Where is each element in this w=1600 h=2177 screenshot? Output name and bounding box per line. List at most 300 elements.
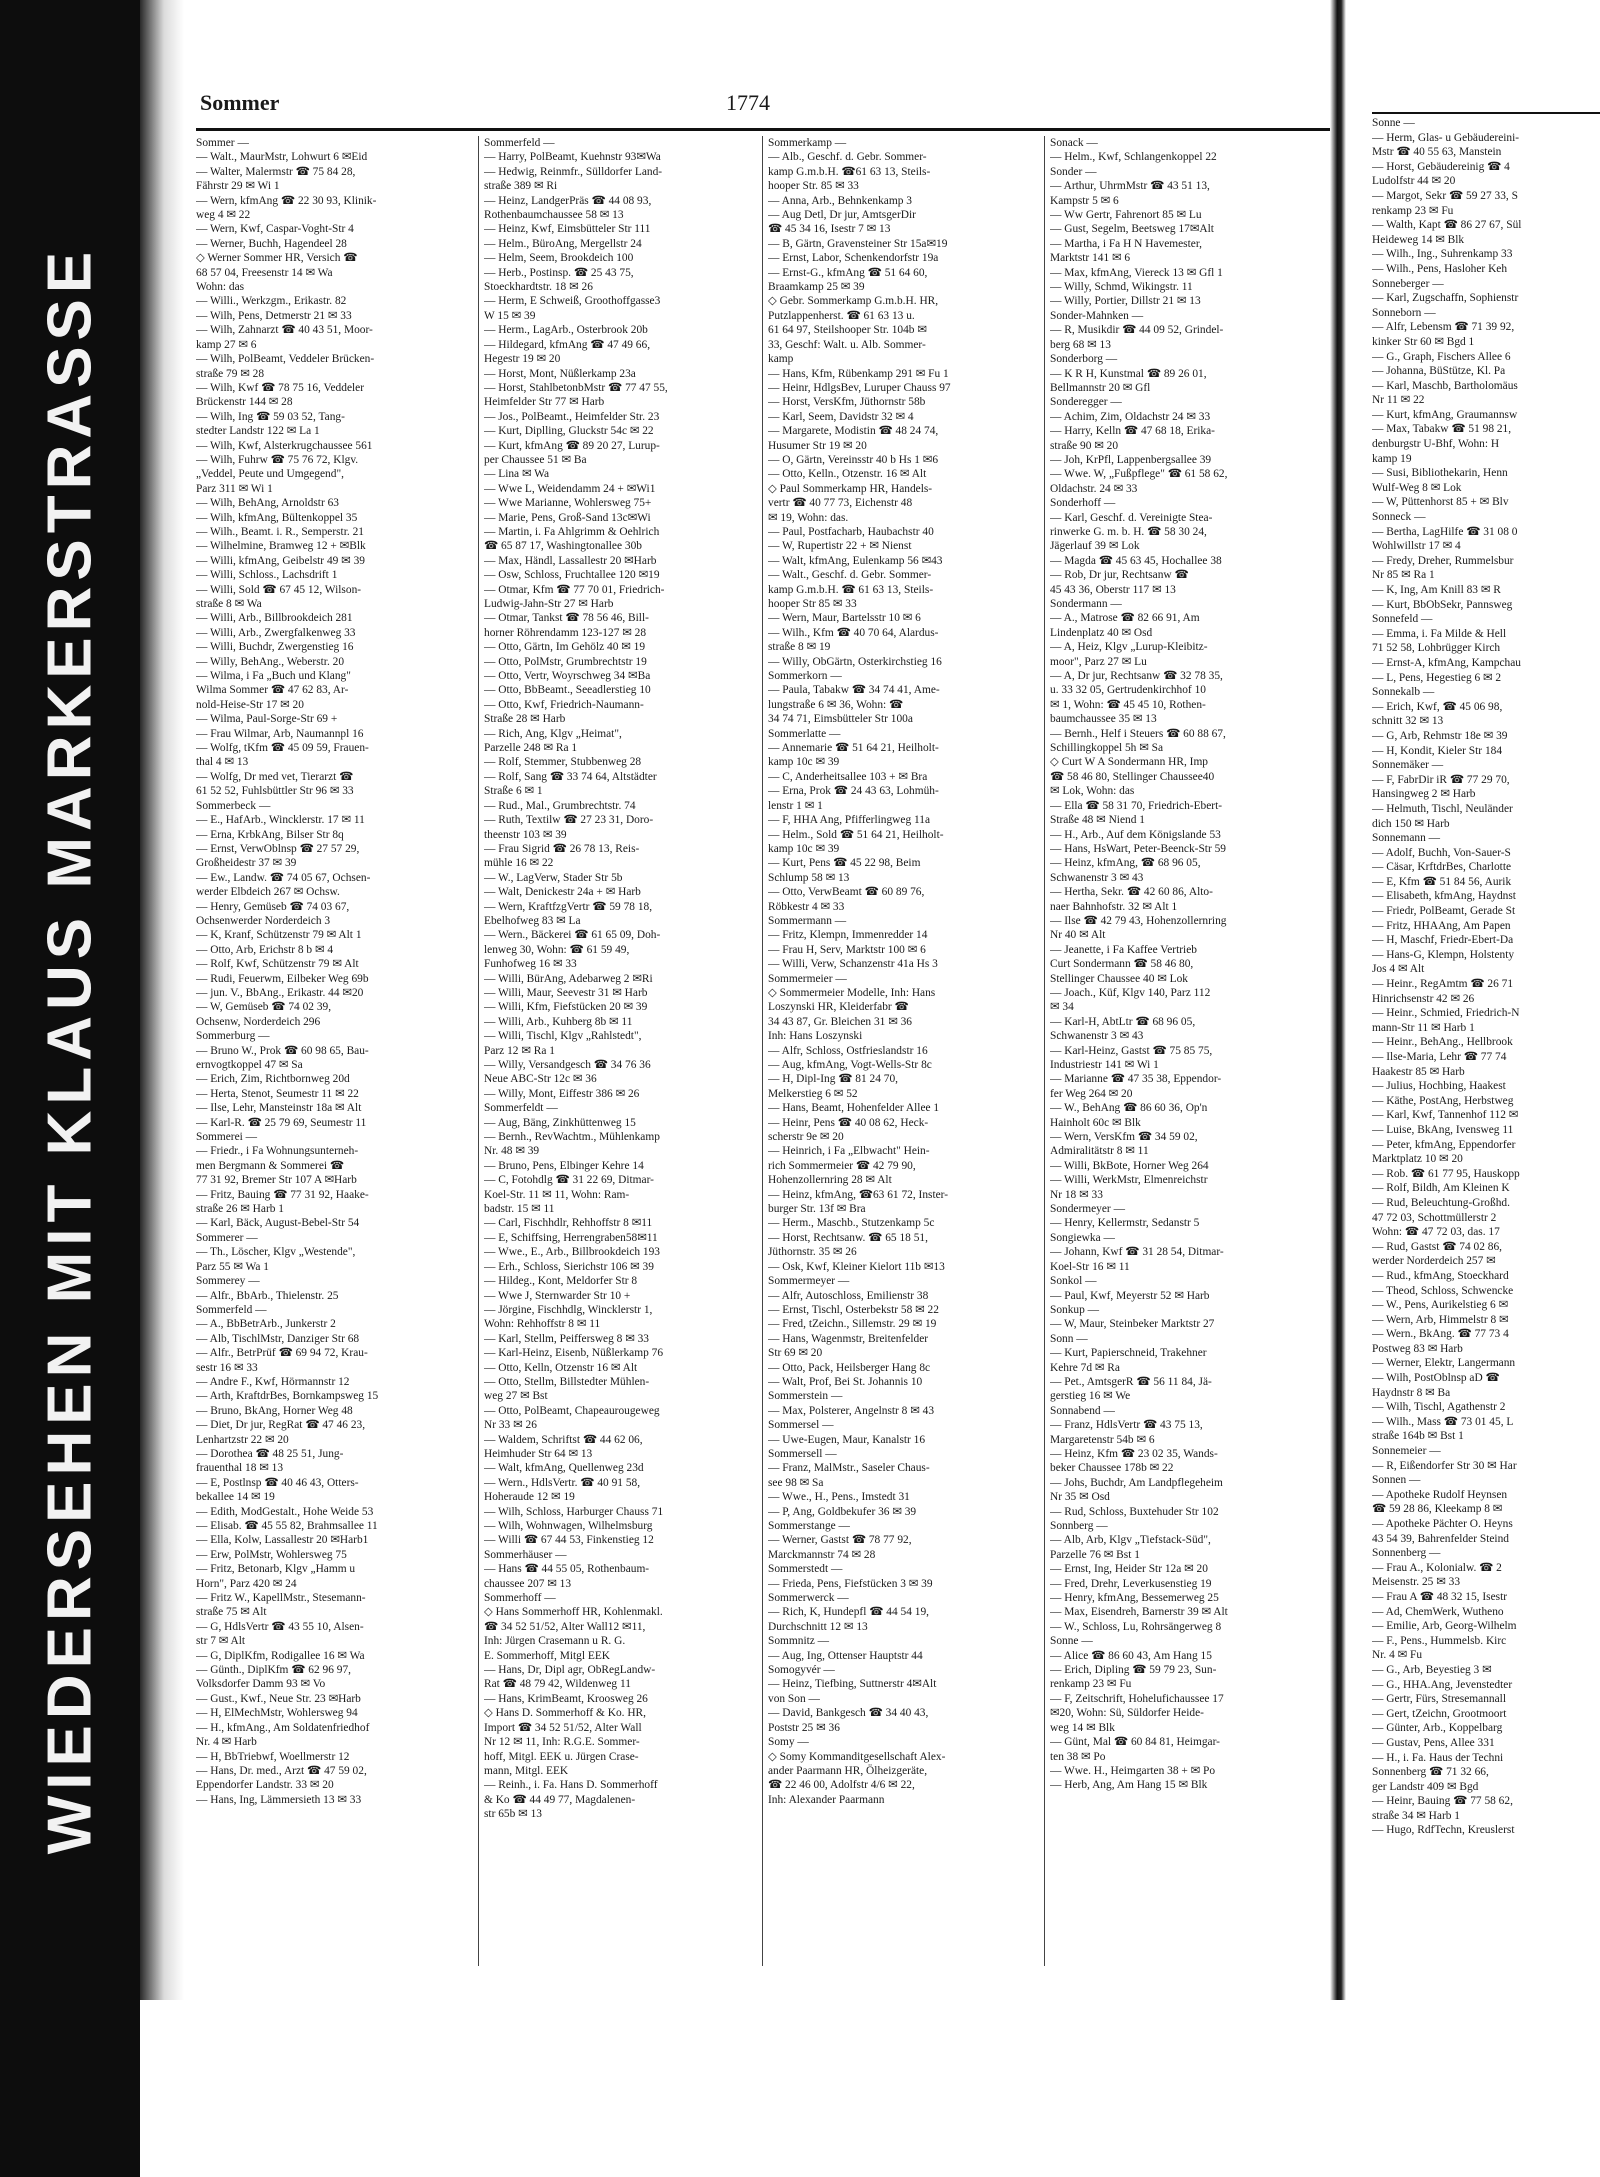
directory-entry-line: — Wilh, Wohnwagen, Wilhelmsburg bbox=[484, 1520, 653, 1532]
directory-entry-line: — Wilh, Pens, Detmerstr 21 ✉ 33 bbox=[196, 309, 352, 322]
directory-entry-line: — E, Postlnsp ☎ 40 46 43, Otters- bbox=[196, 1476, 359, 1489]
directory-entry-line: — Willi, Verw, Schanzenstr 41a Hs 3 bbox=[768, 958, 938, 971]
directory-entry-line: — Heinz, LandgerPräs ☎ 44 08 93, bbox=[484, 194, 652, 207]
directory-entry-line: nold-Heise-Str 17 ✉ 20 bbox=[196, 698, 304, 711]
directory-entry-line: — Waldem, Schriftst ☎ 44 62 06, bbox=[484, 1433, 643, 1446]
directory-entry-line: — Fritz, Klempn, Immenredder 14 bbox=[768, 929, 928, 942]
directory-entry-line: Jüthornstr. 35 ✉ 26 bbox=[768, 1246, 857, 1259]
directory-entry-line: werder Norderdeich 257 ✉ bbox=[1372, 1255, 1496, 1268]
directory-entry-line: ten 38 ✉ Po bbox=[1050, 1750, 1106, 1763]
directory-entry-line: Admiralitätstr 8 ✉ 11 bbox=[1050, 1145, 1149, 1158]
directory-entry-line: Industriestr 141 ✉ Wi 1 bbox=[1050, 1059, 1159, 1071]
directory-entry-line: — Margarete, Modistin ☎ 48 24 74, bbox=[768, 425, 939, 438]
directory-entry-line: — Wern, Maur, Bartelsstr 10 ✉ 6 bbox=[768, 612, 921, 625]
directory-entry-line: — Wilh, Fuhrw ☎ 75 76 72, Klgv. bbox=[196, 453, 359, 466]
directory-entry-line: — Otto, PolMstr, Grumbrechtstr 19 bbox=[484, 655, 647, 668]
directory-entry-line: ☎ 65 87 17, Washingtonallee 30b bbox=[484, 540, 642, 553]
directory-entry-line: — Helmuth, Tischl, Neuländer bbox=[1372, 802, 1513, 815]
directory-entry-line: Curt Sondermann ☎ 58 46 80, bbox=[1050, 958, 1194, 971]
directory-entry-line: — Peter, kfmAng, Eppendorfer bbox=[1372, 1138, 1516, 1151]
directory-entry-line: — Ilse-Maria, Lehr ☎ 77 74 bbox=[1372, 1051, 1507, 1063]
directory-entry-line: bekallee 14 ✉ 19 bbox=[196, 1491, 275, 1504]
surname-heading: Sommerlatte — bbox=[768, 727, 841, 740]
directory-entry-line: — Günter, Arb., Koppelbarg bbox=[1372, 1722, 1503, 1735]
directory-entry-line: — Rob, Dr jur, Rechtsanw ☎ bbox=[1050, 569, 1189, 582]
directory-entry-line: — Otto, Arb, Erichstr 8 b ✉ 4 bbox=[196, 943, 334, 956]
directory-entry-line: — Rud, Gastst ☎ 74 02 86, bbox=[1372, 1240, 1502, 1253]
directory-entry-line: Schwanenstr 3 ✉ 43 bbox=[1050, 1030, 1144, 1043]
column-divider bbox=[1044, 136, 1045, 1966]
directory-entry-line: — H, ElMechMstr, Wohlersweg 94 bbox=[196, 1707, 358, 1720]
directory-entry-line: — Margot, Sekr ☎ 59 27 33, S bbox=[1372, 189, 1518, 202]
directory-entry-line: — Osk, Kwf, Kleiner Kielort 11b ✉13 bbox=[768, 1260, 945, 1273]
directory-entry-line: — Paul, Postfacharb, Haubachstr 40 bbox=[768, 525, 934, 538]
directory-entry-line: — Ruth, Textilw ☎ 27 23 31, Doro- bbox=[484, 814, 654, 827]
directory-entry-line: — W, Rupertistr 22 + ✉ Nienst bbox=[768, 540, 912, 553]
directory-entry-line: — Wilh, PostOblnsp aD ☎ bbox=[1372, 1372, 1500, 1385]
directory-entry-line: — Edith, ModGestalt., Hohe Weide 53 bbox=[196, 1505, 374, 1518]
directory-entry-line: — Helm., Kwf, Schlangenkoppel 22 bbox=[1050, 151, 1217, 164]
directory-entry-line: weg 14 ✉ Blk bbox=[1050, 1721, 1115, 1734]
directory-entry-line: — Willi, BkBote, Horner Weg 264 bbox=[1050, 1159, 1209, 1172]
directory-entry-line: — Ww Gertr, Fahrenort 85 ✉ Lu bbox=[1050, 209, 1202, 222]
directory-entry-line: — Walt, Prof, Bei St. Johannis 10 bbox=[768, 1375, 923, 1388]
directory-entry-line: Haydnstr 8 ✉ Ba bbox=[1372, 1386, 1451, 1399]
directory-entry-line: — Hans, Dr. med., Arzt ☎ 47 59 02, bbox=[196, 1764, 367, 1777]
directory-entry-line: — Willi, Schloss., Lachsdrift 1 bbox=[196, 569, 338, 582]
directory-entry-line: 34 74 71, Eimsbütteler Str 100a bbox=[768, 713, 913, 726]
surname-heading: Sonnemann — bbox=[1372, 832, 1441, 845]
directory-entry-line: — H, BbTriebwf, Woellmerstr 12 bbox=[196, 1750, 350, 1763]
surname-heading: Sonnemeier — bbox=[1372, 1445, 1441, 1458]
directory-entry-line: straße 79 ✉ 28 bbox=[196, 367, 265, 380]
directory-entry-line: beker Chaussee 178b ✉ 22 bbox=[1050, 1462, 1174, 1475]
surname-heading: Sonn — bbox=[1050, 1332, 1088, 1345]
directory-entry-line: 61 52 52, Fuhlsbüttler Str 96 ✉ 33 bbox=[196, 785, 354, 798]
directory-entry-line: kamp 10c ✉ 39 bbox=[768, 842, 840, 855]
directory-entry-line: — A., Matrose ☎ 82 66 91, Am bbox=[1050, 612, 1200, 625]
directory-entry-line: Wulf-Weg 8 ✉ Lok bbox=[1372, 481, 1462, 494]
directory-entry-line: — Werner, Elektr, Langermann bbox=[1372, 1357, 1516, 1370]
surname-heading: Sommer — bbox=[196, 137, 249, 149]
surname-heading: Sonder-Mahnken — bbox=[1050, 309, 1144, 322]
directory-entry-line: 43 54 39, Bahrenfelder Steind bbox=[1372, 1532, 1509, 1545]
directory-entry-line: hooper Str 85 ✉ 33 bbox=[768, 598, 857, 610]
surname-heading: Sommerer — bbox=[196, 1231, 258, 1244]
directory-entry-line: — Dorothea ☎ 48 25 51, Jung- bbox=[196, 1447, 344, 1460]
surname-heading: Sommerhoff — bbox=[484, 1592, 556, 1605]
directory-entry-line: Schwanenstr 3 ✉ 43 bbox=[1050, 871, 1144, 884]
directory-entry-line: — Wwe Marianne, Wohlersweg 75+ bbox=[484, 497, 652, 510]
directory-entry-line: — Willi, Buchdr, Zwergenstieg 16 bbox=[196, 641, 354, 654]
directory-entry-line: ◇ Hans Sommerhoff HR, Kohlenmakl. bbox=[484, 1606, 663, 1619]
directory-entry-line: Husumer Str 19 ✉ 20 bbox=[768, 439, 867, 452]
directory-entry-line: — G, DiplKfm, Rodigallee 16 ✉ Wa bbox=[196, 1649, 365, 1662]
directory-entry-line: — Wilhelmine, Bramweg 12 + ✉Blk bbox=[196, 540, 366, 553]
directory-entry-line: — Karl, Zugschaffn, Sophienstr bbox=[1372, 292, 1519, 305]
directory-entry-line: — Erich, Kwf, ☎ 45 06 98, bbox=[1372, 700, 1503, 713]
directory-column-1 bbox=[196, 136, 470, 1976]
directory-entry-line: Parz 311 ✉ Wi 1 bbox=[196, 482, 273, 495]
directory-entry-line: — Herb., Postinsp. ☎ 25 43 75, bbox=[484, 266, 634, 279]
directory-entry-line: burger Str. 13f ✉ Bra bbox=[768, 1203, 866, 1216]
directory-entry-line: chaussee 207 ✉ 13 bbox=[484, 1577, 572, 1590]
directory-entry-line: — Wern, kfmAng ☎ 22 30 93, Klinik- bbox=[196, 194, 377, 207]
directory-entry-line: — Alfr, Schloss, Ostfrieslandstr 16 bbox=[768, 1044, 928, 1057]
directory-entry-line: — Herm., LagArb., Osterbrook 20b bbox=[484, 324, 648, 337]
directory-entry-line: — Günt, Mal ☎ 60 84 81, Heimgar- bbox=[1050, 1736, 1220, 1749]
surname-heading: Sommerfeld — bbox=[196, 1303, 267, 1316]
surname-heading: Sonneborn — bbox=[1372, 306, 1436, 319]
directory-entry-line: — Fred, tZeichn., Sillemstr. 29 ✉ 19 bbox=[768, 1318, 937, 1331]
directory-entry-line: — Apotheke Rudolf Heynsen bbox=[1372, 1488, 1508, 1501]
directory-entry-line: Großheidestr 37 ✉ 39 bbox=[196, 857, 297, 870]
directory-entry-line: badstr. 15 ✉ 11 bbox=[484, 1203, 555, 1216]
directory-entry-line: — F., Pens., Hummelsb. Kirc bbox=[1372, 1634, 1507, 1647]
directory-entry-line: Stoeckhardtstr. 18 ✉ 26 bbox=[484, 281, 593, 294]
directory-entry-line: — Johanna, BüStütze, Kl. Pa bbox=[1372, 365, 1506, 378]
directory-entry-line: — Emilie, Arb, Georg-Wilhelm bbox=[1372, 1620, 1517, 1633]
directory-entry-line: — Erich, Dipling ☎ 59 79 23, Sun- bbox=[1050, 1664, 1217, 1677]
directory-entry-line: — David, Bankgesch ☎ 34 40 43, bbox=[768, 1707, 929, 1720]
directory-entry-line: — Bernh., RevWachtm., Mühlenkamp bbox=[484, 1131, 660, 1144]
directory-entry-line: — Rich, K, Hundepfl ☎ 44 54 19, bbox=[768, 1606, 929, 1619]
directory-entry-line: — Heinz, Kfm ☎ 23 02 35, Wands- bbox=[1050, 1447, 1218, 1460]
directory-entry-line: — K, Ing, Am Knill 83 ✉ R bbox=[1372, 584, 1501, 596]
directory-entry-line: Ebelhofweg 83 ✉ La bbox=[484, 914, 581, 927]
directory-entry-line: kamp G.m.b.H. ☎61 63 13, Steils- bbox=[768, 165, 931, 178]
directory-entry-line: — Gust., Kwf., Neue Str. 23 ✉Harb bbox=[196, 1692, 361, 1705]
directory-entry-line: — Arthur, UhrmMstr ☎ 43 51 13, bbox=[1050, 180, 1210, 193]
directory-entry-line: — Frieda, Pens, Fiefstücken 3 ✉ 39 bbox=[768, 1577, 933, 1590]
directory-entry-line: ☎ 59 28 86, Kleekamp 8 ✉ bbox=[1372, 1503, 1503, 1516]
directory-entry-line: — Julius, Hochbing, Haakest bbox=[1372, 1080, 1506, 1093]
directory-entry-line: „Veddel, Peute und Umgegend", bbox=[196, 468, 344, 481]
directory-entry-line: — Max, kfmAng, Viereck 13 ✉ Gfl 1 bbox=[1050, 266, 1223, 279]
directory-entry-line: mann-Str 11 ✉ Harb 1 bbox=[1372, 1021, 1475, 1034]
directory-entry-line: — Wwe., H., Pens., Imstedt 31 bbox=[768, 1491, 910, 1504]
directory-entry-line: kamp 10c ✉ 39 bbox=[768, 756, 840, 769]
book-gutter bbox=[1330, 0, 1346, 2000]
directory-entry-line: — Aug, Bäng, Zinkhüttenweg 15 bbox=[484, 1116, 636, 1129]
directory-entry-line: E. Sommerhoff, Mitgl EEK bbox=[484, 1649, 611, 1662]
directory-entry-line: ✉ Lok, Wohn: das bbox=[1050, 785, 1135, 798]
directory-entry-line: — G, Arb, Rehmstr 18e ✉ 39 bbox=[1372, 729, 1508, 742]
directory-entry-line: Nr. 48 ✉ 39 bbox=[484, 1145, 540, 1158]
directory-entry-line: — Willi, Maur, Seevestr 31 ✉ Harb bbox=[484, 986, 648, 999]
directory-entry-line: — Wwe. H., Heimgarten 38 + ✉ Po bbox=[1050, 1764, 1216, 1777]
directory-entry-line: — Paula, Tabakw ☎ 34 74 41, Ame- bbox=[768, 684, 940, 697]
directory-entry-line: — Wilh, Ing ☎ 59 03 52, Tang- bbox=[196, 410, 345, 423]
directory-entry-line: — Horst, VersKfm, Jüthornstr 58b bbox=[768, 396, 926, 409]
directory-entry-line: — Wern., BkAng. ☎ 77 73 4 bbox=[1372, 1328, 1509, 1341]
column-divider bbox=[478, 136, 479, 1966]
directory-entry-line: 61 64 97, Steilshooper Str. 104b ✉ bbox=[768, 324, 927, 337]
directory-entry-line: — Walt., MaurMstr, Lohwurt 6 ✉Eid bbox=[196, 151, 368, 164]
directory-entry-line: — Wilh., Beamt. i. R., Semperstr. 21 bbox=[196, 525, 364, 538]
directory-entry-line: — Hans, Beamt, Hohenfelder Allee 1 bbox=[768, 1102, 940, 1115]
directory-entry-line: — F, HHA Ang, Pfifferlingweg 11a bbox=[768, 814, 931, 827]
directory-entry-line: — Joach., Küf, Klgv 140, Parz 112 bbox=[1050, 986, 1211, 999]
running-head-name: Sommer bbox=[200, 90, 280, 115]
directory-entry-line: — Hugo, RdfTechn, Kreuslerst bbox=[1372, 1824, 1515, 1837]
directory-entry-line: — Wern., HdlsVertr. ☎ 40 91 58, bbox=[484, 1476, 641, 1489]
directory-entry-line: Hegestr 19 ✉ 20 bbox=[484, 353, 561, 366]
directory-entry-line: — Heinr., Schmied, Friedrich-N bbox=[1372, 1007, 1520, 1020]
directory-entry-line: — Alice ☎ 86 60 43, Am Hang 15 bbox=[1050, 1649, 1212, 1662]
surname-heading: Sonkup — bbox=[1050, 1303, 1100, 1316]
directory-entry-line: — W., BehAng ☎ 86 60 36, Op'n bbox=[1050, 1102, 1208, 1115]
directory-entry-line: — Willy, ObGärtn, Osterkirchstieg 16 bbox=[768, 655, 942, 668]
directory-entry-line: — Jos., PolBeamt., Heimfelder Str. 23 bbox=[484, 410, 660, 423]
directory-entry-line: — W., Pens, Aurikelstieg 6 ✉ bbox=[1372, 1299, 1509, 1312]
directory-entry-line: straße 389 ✉ Ri bbox=[484, 180, 558, 193]
directory-entry-line: W 15 ✉ 39 bbox=[484, 309, 536, 322]
directory-entry-line: renkamp 23 ✉ Fu bbox=[1372, 204, 1454, 217]
directory-entry-line: rich Sommermeier ☎ 42 79 90, bbox=[768, 1159, 916, 1172]
directory-entry-line: — O, Gärtn, Vereinsstr 40 b Hs 1 ✉6 bbox=[768, 453, 939, 466]
directory-entry-line: — Wilma, Paul-Sorge-Str 69 + bbox=[196, 713, 338, 726]
directory-entry-line: — Frau Sigrid ☎ 26 78 13, Reis- bbox=[484, 842, 640, 855]
directory-entry-line: — Rud., kfmAng, Stoeckhard bbox=[1372, 1269, 1509, 1282]
directory-entry-line: — Wwe J, Sternwarder Str 10 + bbox=[484, 1289, 631, 1302]
surname-heading: Sonneck — bbox=[1372, 511, 1426, 524]
surname-heading: Sonnabend — bbox=[1050, 1404, 1115, 1417]
directory-entry-line: straße 164b ✉ Bst 1 bbox=[1372, 1430, 1464, 1443]
directory-entry-line: renkamp 23 ✉ Fu bbox=[1050, 1678, 1132, 1691]
directory-entry-line: — Fritz, Betonarb, Klgv „Hamm u bbox=[196, 1563, 356, 1576]
directory-entry-line: — E, Schiffsing, Herrengraben58✉11 bbox=[484, 1231, 658, 1244]
directory-entry-line: — E., HafArb., Wincklerstr. 17 ✉ 11 bbox=[196, 814, 365, 827]
directory-entry-line: kamp bbox=[768, 353, 794, 366]
directory-entry-line: Nr. 4 ✉ Harb bbox=[196, 1736, 257, 1749]
directory-entry-line: — Wern, Kwf, Caspar-Voght-Str 4 bbox=[196, 223, 354, 236]
directory-entry-line: — Willy, Schmd, Wikingstr. 11 bbox=[1050, 281, 1193, 294]
directory-entry-line: — Walth, Kapt ☎ 86 27 67, Sül bbox=[1372, 219, 1522, 232]
directory-entry-line: — Otto, Stellm, Billstedter Mühlen- bbox=[484, 1375, 650, 1388]
directory-entry-line: 45 43 36, Oberstr 117 ✉ 13 bbox=[1050, 583, 1176, 596]
directory-entry-line: Loszynski HR, Kleiderfabr ☎ bbox=[768, 1001, 909, 1014]
directory-entry-line: — Henry, Gemüseb ☎ 74 03 67, bbox=[196, 900, 350, 913]
directory-entry-line: — Ew., Landw. ☎ 74 05 67, Ochsen- bbox=[196, 871, 371, 884]
directory-entry-line: vertr ☎ 40 77 73, Eichenstr 48 bbox=[768, 497, 913, 510]
directory-entry-line: Hansingweg 2 ✉ Harb bbox=[1372, 788, 1476, 801]
directory-entry-line: Kehre 7d ✉ Ra bbox=[1050, 1361, 1120, 1374]
directory-entry-line: Horn", Parz 420 ✉ 24 bbox=[196, 1577, 297, 1590]
directory-entry-line: — Martin, i. Fa Ahlgrimm & Oehlrich bbox=[484, 525, 660, 538]
directory-entry-line: — Karl-Heinz, Gastst ☎ 75 85 75, bbox=[1050, 1044, 1213, 1057]
directory-entry-line: — Alfr., BbArb., Thielenstr. 25 bbox=[196, 1289, 339, 1302]
directory-entry-line: — Herb, Ang, Am Hang 15 ✉ Blk bbox=[1050, 1779, 1208, 1792]
directory-entry-line: Inh: Hans Loszynski bbox=[768, 1030, 863, 1043]
directory-entry-line: — Martha, i Fa H N Havemester, bbox=[1050, 237, 1203, 250]
directory-entry-line: — Willi, BürAng, Adebarweg 2 ✉Ri bbox=[484, 972, 653, 985]
directory-entry-line: Koel-Str 16 ✉ 11 bbox=[1050, 1260, 1130, 1273]
directory-entry-line: Nr 33 ✉ 26 bbox=[484, 1419, 537, 1432]
directory-entry-line: — Willy, Mont, Eiffestr 386 ✉ 26 bbox=[484, 1087, 640, 1100]
directory-entry-line: — Heinr., BehAng., Hellbrook bbox=[1372, 1036, 1513, 1049]
directory-entry-line: — A, Dr jur, Rechtsanw ☎ 32 78 35, bbox=[1050, 670, 1223, 683]
directory-entry-line: — Frau A ☎ 48 32 15, Isestr bbox=[1372, 1590, 1508, 1603]
directory-entry-line: — Hans, Kfm, Rübenkamp 291 ✉ Fu 1 bbox=[768, 367, 949, 380]
directory-entry-line: — Otto, Kwf, Friedrich-Naumann- bbox=[484, 698, 644, 711]
directory-entry-line: hoff, Mitgl. EEK u. Jürgen Crase- bbox=[484, 1750, 639, 1763]
directory-entry-line: — Kurt, Pens ☎ 45 22 98, Beim bbox=[768, 857, 921, 870]
directory-entry-line: Hainholt 60c ✉ Blk bbox=[1050, 1116, 1141, 1129]
directory-entry-line: — W, Gemüseb ☎ 74 02 39, bbox=[196, 1001, 332, 1014]
directory-entry-line: — Karl-R. ☎ 25 79 69, Seumestr 11 bbox=[196, 1116, 367, 1129]
directory-entry-line: ☎ 22 46 00, Adolfstr 4/6 ✉ 22, bbox=[768, 1779, 915, 1792]
directory-entry-line: Stellinger Chaussee 40 ✉ Lok bbox=[1050, 972, 1188, 985]
directory-entry-line: — Arth, KraftdrBes, Bornkampsweg 15 bbox=[196, 1390, 379, 1403]
surname-heading: Sonderborg — bbox=[1050, 353, 1118, 366]
directory-entry-line: — Friedr, PolBeamt, Gerade St bbox=[1372, 905, 1516, 918]
directory-entry-line: Inh: Jürgen Crasemann u R. G. bbox=[484, 1635, 626, 1648]
directory-entry-line: — Willy, Versandgesch ☎ 34 76 36 bbox=[484, 1059, 651, 1071]
directory-entry-line: lenweg 30, Wohn: ☎ 61 59 49, bbox=[484, 943, 630, 956]
directory-entry-line: — Wilh., Ing., Suhrenkamp 33 bbox=[1372, 248, 1513, 261]
directory-entry-line: Melkerstieg 6 ✉ 52 bbox=[768, 1087, 858, 1100]
header-rule bbox=[196, 128, 1330, 131]
directory-entry-line: — Karl, Kwf, Tannenhof 112 ✉ bbox=[1372, 1109, 1519, 1122]
directory-entry-line: Jos 4 ✉ Alt bbox=[1372, 963, 1425, 976]
surname-heading: Sommermeyer — bbox=[768, 1275, 850, 1288]
directory-entry-line: rinwerke G. m. b. H. ☎ 58 30 24, bbox=[1050, 525, 1207, 538]
directory-entry-line: — Hertha, Sekr. ☎ 42 60 86, Alto- bbox=[1050, 886, 1213, 899]
directory-entry-line: — Karl, Stellm, Peiffersweg 8 ✉ 33 bbox=[484, 1332, 649, 1345]
directory-entry-line: — Friedr., i Fa Wohnungsunterneh- bbox=[196, 1145, 359, 1158]
directory-entry-line: — Herm, Glas- u Gebäudereini- bbox=[1372, 131, 1520, 144]
directory-entry-line: Wohlwillstr 17 ✉ 4 bbox=[1372, 540, 1461, 553]
directory-entry-line: — Karl, Bäck, August-Bebel-Str 54 bbox=[196, 1217, 360, 1230]
scanner-border bbox=[0, 0, 140, 2177]
directory-entry-line: hooper Str. 85 ✉ 33 bbox=[768, 180, 859, 193]
directory-entry-line: straße 8 ✉ 19 bbox=[768, 641, 831, 654]
directory-entry-line: — A., BbBetrArb., Junkerstr 2 bbox=[196, 1318, 336, 1331]
surname-heading: Sommerei — bbox=[196, 1131, 258, 1144]
directory-entry-line: — Hans, Wagenmstr, Breitenfelder bbox=[768, 1332, 929, 1345]
surname-heading: Sonnemäker — bbox=[1372, 759, 1444, 772]
directory-entry-line: Heimfelder Str 77 ✉ Harb bbox=[484, 396, 605, 409]
directory-entry-line: — Bruno W., Prok ☎ 60 98 65, Bau- bbox=[196, 1044, 369, 1057]
directory-entry-line: — Erna, KrbkAng, Bilser Str 8q bbox=[196, 828, 344, 841]
directory-entry-line: — Günth., DiplKfm ☎ 62 96 97, bbox=[196, 1664, 351, 1677]
directory-entry-line: — Karl-Heinz, Eisenb, Nüßlerkamp 76 bbox=[484, 1347, 664, 1360]
surname-heading: Sonderegger — bbox=[1050, 396, 1122, 409]
directory-entry-line: — Wilh, Zahnarzt ☎ 40 43 51, Moor- bbox=[196, 324, 373, 337]
directory-entry-line: Sonnenberg ☎ 71 32 66, bbox=[1372, 1766, 1489, 1779]
directory-entry-line: — Otto, VerwBeamt ☎ 60 89 76, bbox=[768, 886, 925, 899]
directory-entry-line: — Harry, PolBeamt, Kuehnstr 93✉Wa bbox=[484, 151, 661, 164]
directory-entry-line: Bellmannstr 20 ✉ Gfl bbox=[1050, 381, 1151, 394]
directory-entry-line: — Erich, Zim, Richtbornweg 20d bbox=[196, 1073, 350, 1086]
directory-entry-line: 34 43 87, Gr. Bleichen 31 ✉ 36 bbox=[768, 1015, 913, 1028]
directory-entry-line: Poststr 25 ✉ 36 bbox=[768, 1721, 840, 1734]
directory-entry-line: — Alb., Geschf. d. Gebr. Sommer- bbox=[768, 151, 927, 164]
directory-entry-line: — Herm., Maschb., Stutzenkamp 5c bbox=[768, 1217, 935, 1230]
directory-entry-line: — Kurt, kfmAng, Graumannsw bbox=[1372, 408, 1518, 421]
directory-entry-line: naer Bahnhofstr. 32 ✉ Alt 1 bbox=[1050, 900, 1178, 913]
directory-entry-line: scherstr 9e ✉ 20 bbox=[768, 1131, 844, 1144]
directory-entry-line: — Annemarie ☎ 51 64 21, Heilholt- bbox=[768, 742, 939, 755]
directory-entry-line: — Johann, Kwf ☎ 31 28 54, Ditmar- bbox=[1050, 1246, 1224, 1259]
surname-heading: Sommerwerck — bbox=[768, 1592, 849, 1605]
directory-entry-line: denburgstr U-Bhf, Wohn: H bbox=[1372, 438, 1500, 451]
directory-entry-line: — Ella ☎ 58 31 70, Friedrich-Ebert- bbox=[1050, 799, 1223, 812]
directory-entry-line: Postweg 83 ✉ Harb bbox=[1372, 1342, 1463, 1355]
directory-entry-line: Wohn: Rehhoffstr 8 ✉ 11 bbox=[484, 1318, 601, 1331]
directory-entry-line: — Wilh., Mass ☎ 73 01 45, L bbox=[1372, 1415, 1514, 1428]
directory-entry-line: — Otmar, Kfm ☎ 77 70 01, Friedrich- bbox=[484, 583, 665, 596]
directory-entry-line: — Otto, Vertr, Woyrschweg 34 ✉Ba bbox=[484, 670, 651, 683]
directory-entry-line: Ludwig-Jahn-Str 27 ✉ Harb bbox=[484, 598, 614, 610]
directory-entry-line: — Willi, kfmAng, Geibelstr 49 ✉ 39 bbox=[196, 554, 365, 567]
directory-entry-line: — G, HdlsVertr ☎ 43 55 10, Alsen- bbox=[196, 1620, 364, 1633]
directory-entry-line: — Gust, Segelm, Beetsweg 17✉Alt bbox=[1050, 223, 1214, 236]
directory-entry-line: Hohenzollernring 28 ✉ Alt bbox=[768, 1174, 892, 1187]
directory-entry-line: — Hans, Dr, Dipl agr, ObRegLandw- bbox=[484, 1664, 656, 1677]
directory-entry-line: — Heinr, Bauing ☎ 77 58 62, bbox=[1372, 1795, 1513, 1808]
directory-entry-line: — Herm, E Schweiß, Groothoffgasse3 bbox=[484, 295, 661, 308]
surname-heading: Sommerstange — bbox=[768, 1520, 850, 1532]
directory-entry-line: — Wolfg, Dr med vet, Tierarzt ☎ bbox=[196, 770, 354, 783]
surname-heading: Sommerstedt — bbox=[768, 1563, 843, 1576]
directory-entry-line: — P, Ang, Goldbekufer 36 ✉ 39 bbox=[768, 1505, 917, 1518]
directory-entry-line: Marktplatz 10 ✉ 20 bbox=[1372, 1153, 1463, 1166]
directory-entry-line: — Wilh., Pens, Hasloher Keh bbox=[1372, 262, 1508, 275]
directory-entry-line: — Harry, Kelln ☎ 47 68 18, Erika- bbox=[1050, 425, 1215, 438]
directory-entry-line: — Alfr, Autoschloss, Emilienstr 38 bbox=[768, 1289, 929, 1302]
directory-entry-line: stedter Landstr 122 ✉ La 1 bbox=[196, 425, 320, 438]
directory-entry-line: — Rud, Beleuchtung-Großhd. bbox=[1372, 1196, 1510, 1209]
directory-entry-line: ◇ Sommermeier Modelle, Inh: Hans bbox=[768, 986, 936, 999]
directory-page bbox=[196, 70, 1330, 1990]
directory-entry-line: kamp 27 ✉ 6 bbox=[196, 338, 257, 351]
directory-entry-line: — Jörgine, Fischhdlg, Wincklerstr 1, bbox=[484, 1303, 653, 1316]
directory-entry-line: Heimhuder Str 64 ✉ 13 bbox=[484, 1447, 593, 1460]
directory-entry-line: — Fritz W., KapellMstr., Stesemann- bbox=[196, 1592, 366, 1605]
directory-entry-line: — Willi, WerkMstr, Elmenreichstr bbox=[1050, 1174, 1208, 1187]
directory-entry-line: Margaretenstr 54b ✉ 6 bbox=[1050, 1433, 1155, 1446]
directory-entry-line: — Heinr., RegAmtm ☎ 26 71 bbox=[1372, 978, 1514, 991]
directory-entry-line: — Otto, BbBeamt., Seeadlerstieg 10 bbox=[484, 684, 651, 697]
directory-entry-line: — Willi, Arb., Zwergfalkenweg 33 bbox=[196, 626, 356, 639]
directory-entry-line: ger Landstr 409 ✉ Bgd bbox=[1372, 1780, 1479, 1793]
directory-entry-line: — Adolf, Buchh, Von-Sauer-S bbox=[1372, 846, 1511, 859]
directory-entry-line: — Franz, MalMstr., Saseler Chaus- bbox=[768, 1462, 930, 1475]
directory-entry-line: — Hans, KrimBeamt, Kroosweg 26 bbox=[484, 1692, 648, 1705]
directory-entry-line: — Franz, HdlsVertr ☎ 43 75 13, bbox=[1050, 1419, 1203, 1432]
directory-entry-line: ✉ 34 bbox=[1050, 1001, 1074, 1014]
directory-entry-line: Parzelle 248 ✉ Ra 1 bbox=[484, 742, 578, 755]
directory-entry-line: — Hans, Ing, Lämmersieth 13 ✉ 33 bbox=[196, 1793, 362, 1806]
directory-entry-line: mann, Mitgl. EEK bbox=[484, 1764, 569, 1777]
directory-entry-line: Jägerlauf 39 ✉ Lok bbox=[1050, 540, 1140, 553]
directory-entry-line: — Wilh, Kwf ☎ 78 75 16, Veddeler bbox=[196, 381, 365, 394]
directory-entry-line: — R, Eißendorfer Str 30 ✉ Har bbox=[1372, 1459, 1517, 1472]
directory-entry-line: — Hans-G, Klempn, Holstenty bbox=[1372, 948, 1515, 961]
directory-entry-line: — Diet, Dr jur, RegRat ☎ 47 46 23, bbox=[196, 1419, 366, 1432]
directory-entry-line: — Frau A., Kolonialw. ☎ 2 bbox=[1372, 1561, 1502, 1574]
directory-entry-line: Rothenbaumchaussee 58 ✉ 13 bbox=[484, 209, 624, 222]
directory-entry-line: Marckmannstr 74 ✉ 28 bbox=[768, 1548, 876, 1561]
surname-heading: Sommerkorn — bbox=[768, 670, 842, 683]
directory-entry-line: — Reinh., i. Fa. Hans D. Sommerhoff bbox=[484, 1779, 658, 1792]
directory-entry-line: Eppendorfer Landstr. 33 ✉ 20 bbox=[196, 1779, 334, 1792]
directory-entry-line: Parz 12 ✉ Ra 1 bbox=[484, 1044, 555, 1057]
directory-entry-line: — Karl, Seem, Davidstr 32 ✉ 4 bbox=[768, 410, 914, 423]
directory-entry-line: — Frau Wilmar, Arb, Naumannpl 16 bbox=[196, 727, 364, 740]
